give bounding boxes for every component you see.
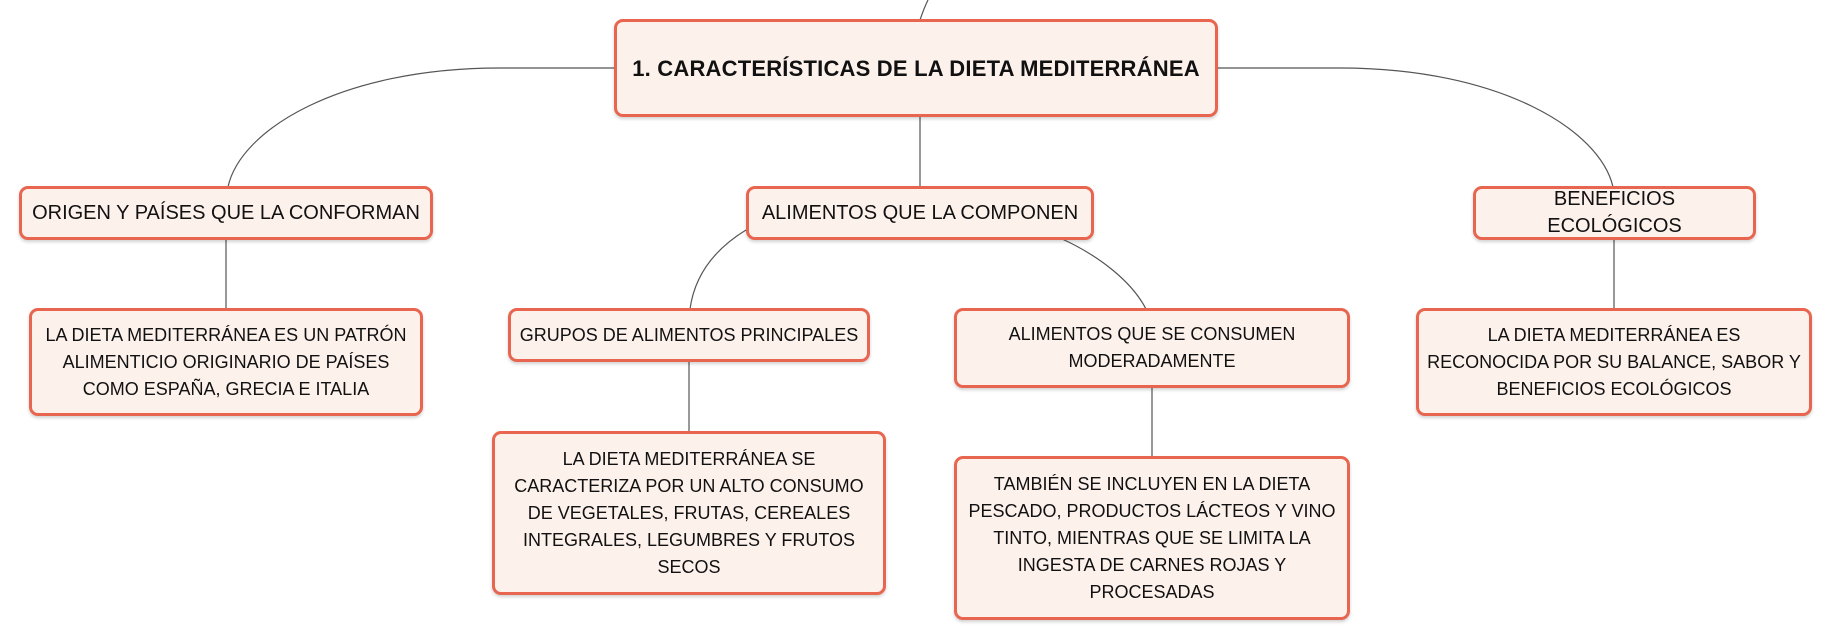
detail-grupos[interactable]: LA DIETA MEDITERRÁNEA SE CARACTERIZA POR UN ALTO CONSUMO DE VEGETALES, FRUTAS, CEREALES INTEGRALES, LEGUMBRES Y FRUTOS SECOS — [492, 431, 886, 595]
root-topic[interactable]: 1. CARACTERÍSTICAS DE LA DIETA MEDITERRÁNEA — [614, 19, 1218, 117]
detail-origen[interactable]: LA DIETA MEDITERRÁNEA ES UN PATRÓN ALIMENTICIO ORIGINARIO DE PAÍSES COMO ESPAÑA, GRECIA E ITALIA — [29, 308, 423, 416]
topic-grupos[interactable]: GRUPOS DE ALIMENTOS PRINCIPALES — [508, 308, 870, 362]
connector-alimentos-moderados — [1060, 238, 1146, 309]
topic-beneficios[interactable]: BENEFICIOS ECOLÓGICOS — [1473, 186, 1756, 240]
topic-alimentos[interactable]: ALIMENTOS QUE LA COMPONEN — [746, 186, 1094, 240]
connector-to-parent — [920, 0, 928, 20]
connector-root-origen — [228, 68, 616, 187]
topic-origen[interactable]: ORIGEN Y PAÍSES QUE LA CONFORMAN — [19, 186, 433, 240]
topic-moderados[interactable]: ALIMENTOS QUE SE CONSUMEN MODERADAMENTE — [954, 308, 1350, 388]
detail-moderados[interactable]: TAMBIÉN SE INCLUYEN EN LA DIETA PESCADO, PRODUCTOS LÁCTEOS Y VINO TINTO, MIENTRAS QUE SE LIMITA LA INGESTA DE CARNES ROJAS Y PROCESADAS — [954, 456, 1350, 620]
detail-beneficios[interactable]: LA DIETA MEDITERRÁNEA ES RECONOCIDA POR SU BALANCE, SABOR Y BENEFICIOS ECOLÓGICOS — [1416, 308, 1812, 416]
connector-alimentos-grupos — [690, 230, 746, 309]
connector-root-beneficios — [1216, 68, 1613, 187]
